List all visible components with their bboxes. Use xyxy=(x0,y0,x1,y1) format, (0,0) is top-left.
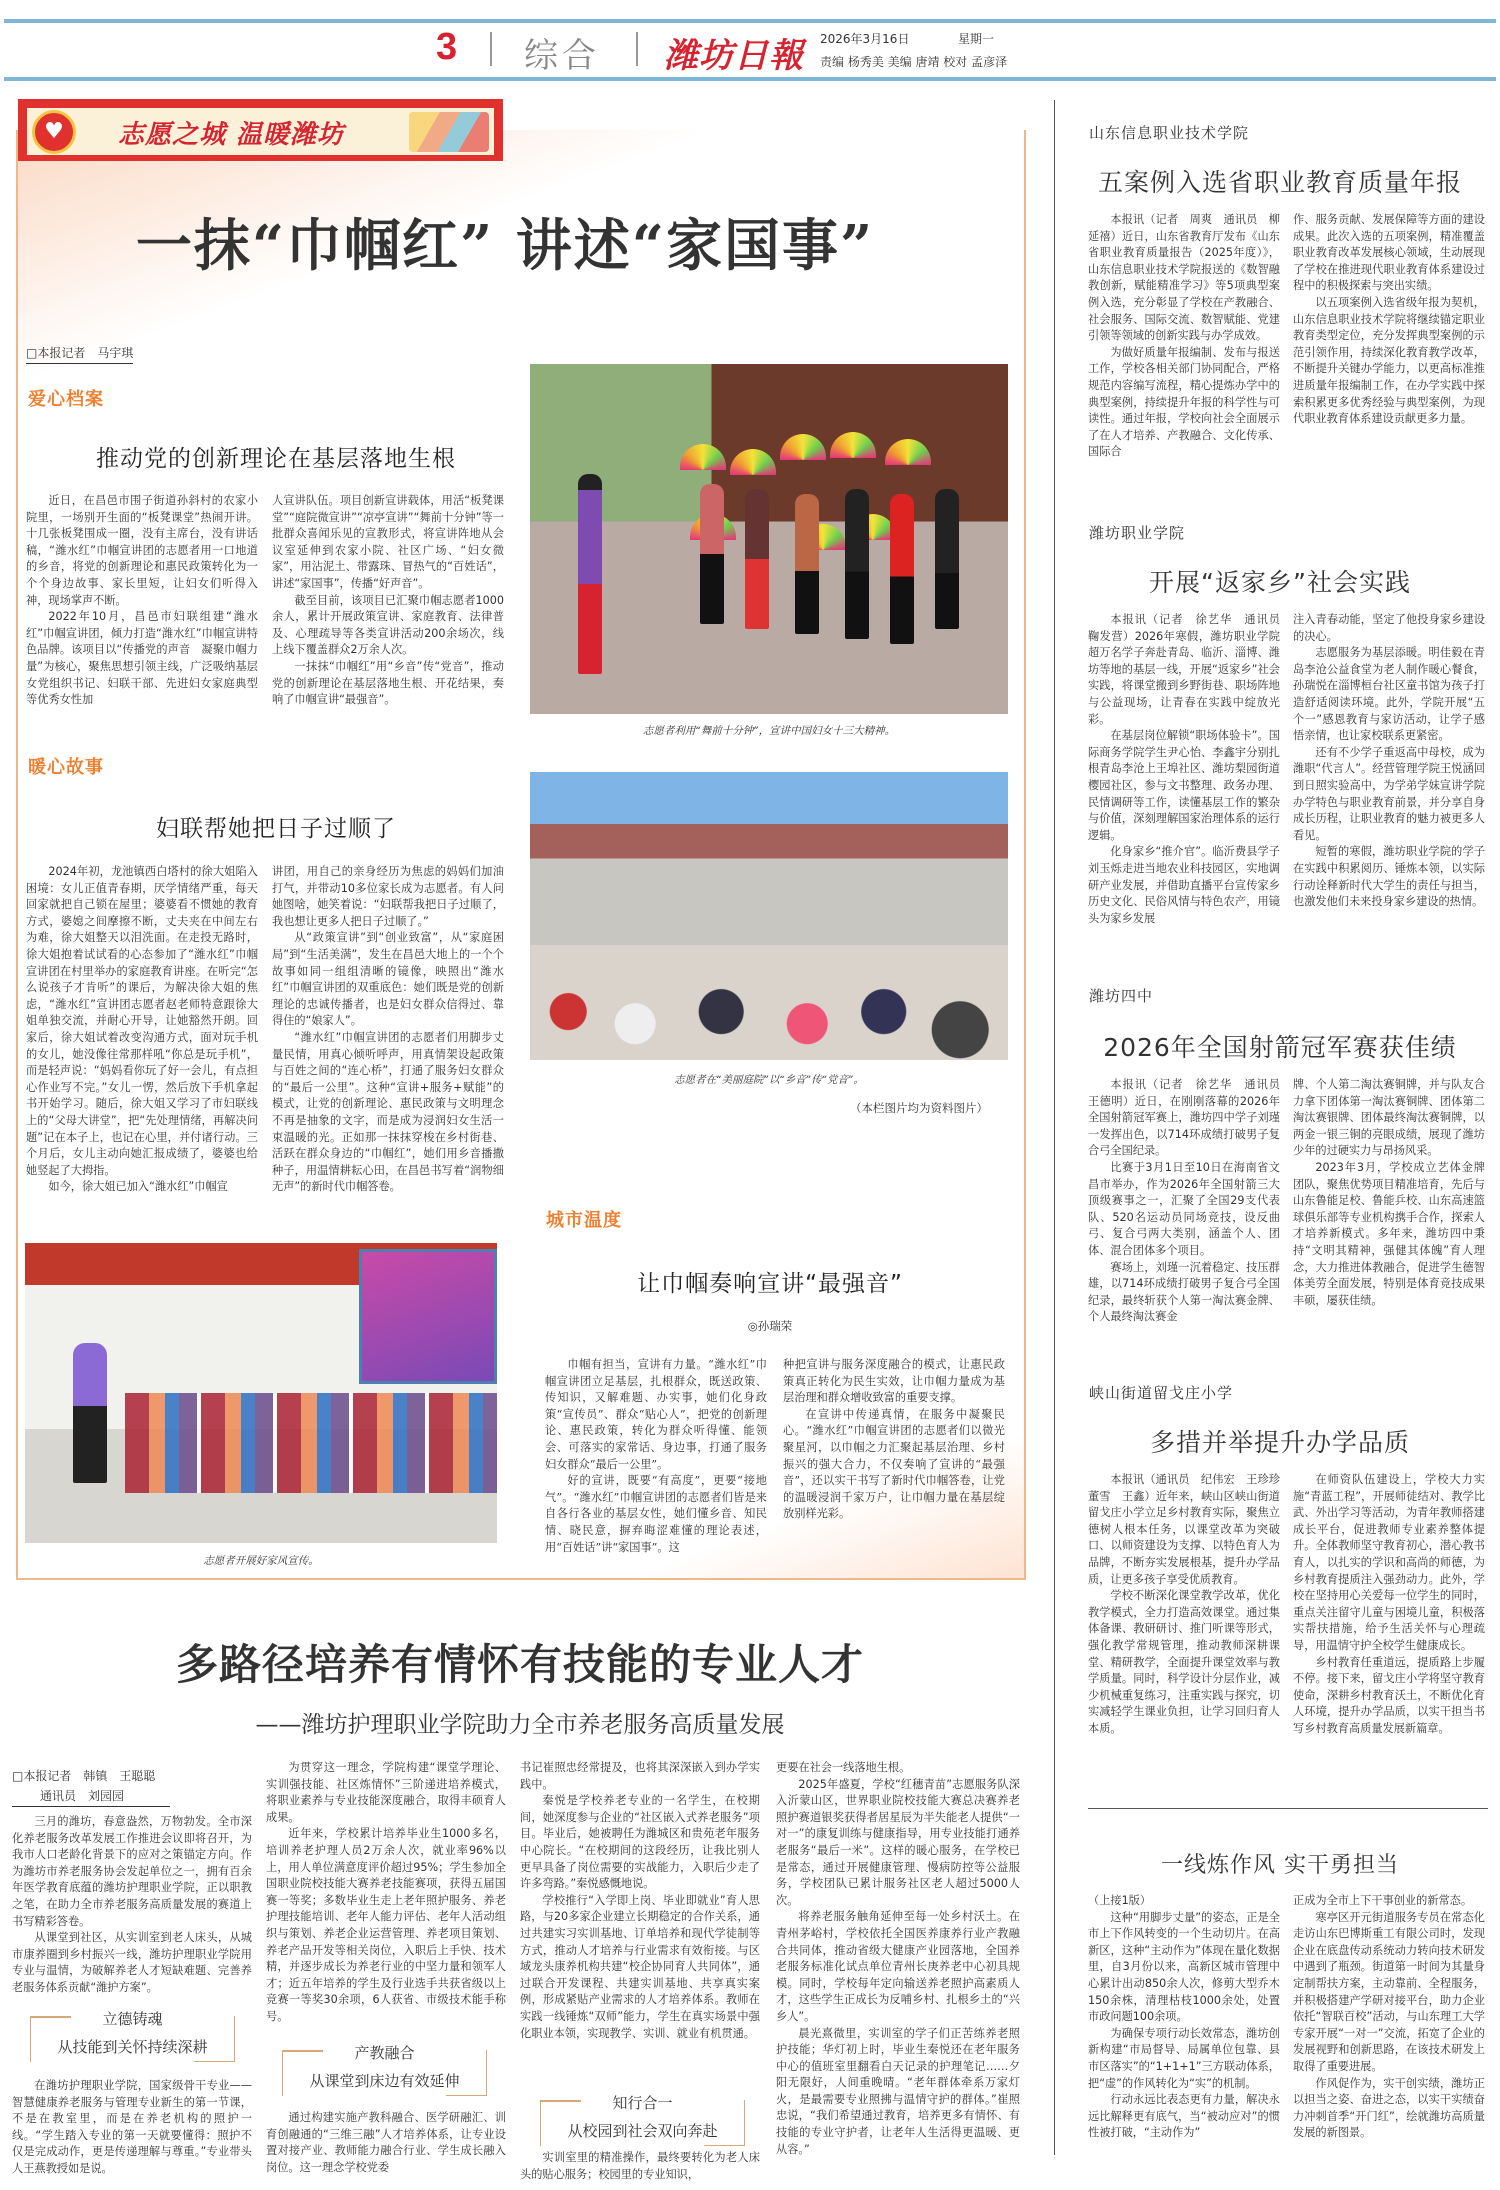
article-column xyxy=(1293,1893,1485,2142)
article-column xyxy=(1293,612,1485,911)
subhead-subtitle: 从技能到关怀持续深耕 xyxy=(57,2038,208,2056)
paragraph: 在师资队伍建设上，学校大力实施“青蓝工程”，开展师徒结对、教学比武、外出学习等活动，为青年教师搭建成长平台，促进教师专业素养整体提升。全体教师坚守教育初心，潜心教书育人，以扎实的学识和高尚的师德，为乡村教育提质注入强劲动力。此外，学校在坚持用心关爱每一位学生的同时，重点关注留守儿童与困境儿童，积极落实帮扶措施，给予生活关怀与心理疏导，用温情守护全校学生健康成长。 xyxy=(1293,1473,1485,1652)
masthead-top-rule xyxy=(4,19,1496,23)
paragraph: 人宣讲队伍。项目创新宣讲载体，用活“板凳课堂”“庭院微宣讲”“凉亭宣讲”“舞前十分钟”等一批群众喜闻乐见的宣教形式，将宣讲阵地从会议室延伸到农家小院、社区广场、“妇女微家”，用沾泥土、带露珠、冒热气的“百姓话”，讲述“家国事”，传播“好声音”。 xyxy=(272,494,504,590)
paragraph: 牌、个人第二淘汰赛铜牌，并与队友合力拿下团体第一淘汰赛铜牌、团体第二淘汰赛银牌、团体最终淘汰赛铜牌，以两金一银三铜的亮眼成绩，展现了潍坊少年的过硬实力与昂扬风采。 xyxy=(1293,1078,1485,1158)
photo-caption: 志愿者在“美丽庭院”以“乡音”传“党音”。 xyxy=(674,1074,864,1086)
article-column xyxy=(266,2110,506,2176)
feature-title: 一抹“巾帼红” 讲述“家国事” xyxy=(135,213,875,279)
rainbow-decoration-icon xyxy=(409,112,489,152)
right-headline: 开展“返家乡”社会实践 xyxy=(1149,568,1411,597)
heart-icon: ♥ xyxy=(32,110,76,154)
paragraph: 赛场上，刘瑾一沉着稳定、技压群雄，以714环成绩打破男子复合弓全国纪录，最终斩获个人第一淘汰赛金牌、个人最终淘汰赛金 xyxy=(1088,1260,1280,1324)
school-name: 潍坊职业学院 xyxy=(1089,524,1186,542)
paragraph: 本报讯（通讯员 纪伟宏 王珍珍 董雪 王鑫）近年来，峡山区峡山街道留戈庄小学立足乡村教育实际，聚焦立德树人根本任务，以课堂改革为突破口、以师资建设为支撑、以特色育人为品牌，不断夯实发展根基，提升办学品质，让更多孩子享受优质教育。 xyxy=(1088,1473,1292,1586)
section-subhead-box xyxy=(30,2010,235,2062)
kicker-city-warmth: 城市温度 xyxy=(546,1210,622,1231)
paragraph: 好的宣讲，既要“有高度”，更要“接地气”。“潍水红”巾帼宣讲团的志愿者们皆是来自各行各业的基层女性，她们懂乡音、知民情、晓民意，摒弃晦涩难懂的理论表述，用“百姓话”讲“家国事”。这 xyxy=(545,1474,767,1554)
masthead-bottom-rule xyxy=(4,77,1496,81)
paragraph: 这种“用脚步丈量”的姿态，正是全市上下作风转变的一个生动切片。在高新区，这种“主动作为”体现在量化数据里，自3月份以来，高新区城市管理中心累计出动850余人次，修剪大型乔木150余株，清理枯枝1000余处，处置市政问题100余项。 xyxy=(1088,1910,1280,2024)
paragraph: 本报讯（记者 周爽 通讯员 柳延禧）近日，山东省教育厅发布《山东省职业教育质量报告（2025年度）》，山东信息职业技术学院报送的《数智融教创新，赋能精准学习》等5项典型案例入选，充分彰显了学校在产教融合、社会服务、国际交流、数智赋能、党建引领等领域的创新实践与办学成效。 xyxy=(1088,213,1280,343)
paragraph: 将养老服务触角延伸至每一处乡村沃土。在青州茅峪村，学校依托全国医养康养行业产教融合共同体，推动省级大健康产业园落地，全国养老服务标准化试点单位青州长庚养老中心初具规模。同时，学校每年定向输送养老照护高素质人才，这些学生正成长为反哺乡村、扎根乡土的“兴乡人”。 xyxy=(776,1910,1020,2023)
school-name: 峡山街道留戈庄小学 xyxy=(1089,1384,1234,1402)
right-headline: 多措并举提升办学品质 xyxy=(1149,1428,1410,1457)
paragraph: 讲团，用自己的亲身经历为焦虑的妈妈们加油打气，并带动10多位家长成为志愿者。有人问她图啥，她笑着说：“妇联帮我把日子过顺了，我也想让更多人把日子过顺了。” xyxy=(272,865,504,928)
section-subhead-box xyxy=(282,2044,487,2096)
photo-fan-dance xyxy=(530,364,1008,714)
photo-credit-note: （本栏图片均为资料图片） xyxy=(850,1101,988,1115)
paragraph: 晨光熹微里，实训室的学子们正苦练养老照护技能；华灯初上时，毕业生秦悦还在老年服务中心的值班室里翻看白天记录的护理笔记……夕阳无限好，人间重晚晴。“老年群体牵系万家灯火，是最需要专业照拂与温情守护的群体。”崔照忠说，“我们希望通过教育，培养更多有情怀、有技能的专业守护者，让老年人生活得更温暖、更从容。” xyxy=(776,2026,1020,2156)
led-screen xyxy=(359,1249,497,1384)
article-column xyxy=(1293,1472,1485,1738)
issue-date: 2026年3月16日 xyxy=(820,32,910,46)
section-name: 综合 xyxy=(524,36,600,76)
column-banner xyxy=(18,99,503,161)
bottom-article-subtitle: ——潍坊护理职业学院助力全市养老服务高质量发展 xyxy=(255,1712,785,1738)
paragraph: 从“政策宣讲”到“创业致富”，从“家庭困局”到“生活美满”，发生在昌邑大地上的一个个故事如同一组组清晰的镜像，映照出“潍水红”巾帼宣讲团的双重底色：她们既是党的创新理论的忠诚传播者，也是妇女群众信得过、靠得住的“娘家人”。 xyxy=(272,931,504,1028)
paragraph: 在潍坊护理职业学院，国家级骨干专业——智慧健康养老服务与管理专业新生的第一节课，不是在教室里，而是在养老机构的照护一线。“学生踏入专业的第一天就要懂得：照护不仅是完成动作，更是传递理解与尊重。”专业带头人王燕教授如是说。 xyxy=(12,2079,252,2175)
school-name: 潍坊四中 xyxy=(1089,987,1154,1005)
right-headline: 五案例入选省职业教育质量年报 xyxy=(1097,168,1462,197)
article-column xyxy=(545,1357,767,1556)
photo-caption: 志愿者利用“舞前十分钟”，宣讲中国妇女十三大精神。 xyxy=(642,725,896,737)
subhead-title: 产教融合 xyxy=(354,2044,415,2062)
paragraph: 三月的潍坊，春意盎然，万物勃发。全市深化养老服务改革发展工作推进会议即将召开，为我市人口老龄化背景下的应对之策锚定方向。作为潍坊市养老服务协会发起单位之一，拥有百余年医学教育底蕴的潍坊护理职业学院，正以职教之笔，在助力全市养老服务高质量发展的赛道上书写精彩答卷。 xyxy=(12,1815,252,1928)
article-column xyxy=(12,2078,252,2178)
paragraph: 为确保专项行动长效常态，潍坊创新构建“市局督导、局属单位包靠、县市区落实”的“1+1+1”三方联动体系，把“虚”的作风转化为“实”的机制。 xyxy=(1088,2026,1280,2090)
paragraph: 学校不断深化课堂教学改革，优化教学模式，全力打造高效课堂。通过集体备课、教研研讨、推门听课等形式，强化教学常规管理，推动教师深耕课堂、精研教学，全面提升课堂效率与教学质量。同时，科学设计分层作业，减少机械重复练习，注重实践与探究，切实减轻学生课业负担，让学习回归育人本质。 xyxy=(1088,1589,1280,1735)
article-separator xyxy=(1088,1808,1488,1809)
photo-family-tradition xyxy=(25,1243,497,1543)
subhead-subtitle: 从课堂到床边有效延伸 xyxy=(309,2072,460,2090)
paragraph: 书记崔照忠经常提及，也将其深深嵌入到办学实践中。 xyxy=(520,1761,760,1791)
paragraph: 学校推行“入学即上岗、毕业即就业”育人思路，与20多家企业建立长期稳定的合作关系，通过共建实习实训基地、订单培养和现代学徒制等方式，推动人才培养与行业需求有效衔接。与区域龙头康养机构共建“校企协同育人共同体”，通过联合开发课程、共建实训基地、共享真实案例，形成紧贴产业需求的人才培养体系。教师在实践一线锤炼“双师”能力，学生在真实场景中强化职业本领，实现教学、实训、就业有机贯通。 xyxy=(520,1893,760,2040)
paragraph: 作风促作为，实干创实绩，潍坊正以担当之姿、奋进之态，以实干实绩奋力冲刺首季“开门红”，绘就潍坊高质量发展的新图景。 xyxy=(1293,2076,1485,2140)
author-byline: ◎孙瑞荣 xyxy=(747,1319,793,1333)
right-headline: 2026年全国射箭冠军赛获佳绩 xyxy=(1103,1033,1457,1062)
paragraph: 秦悦是学校养老专业的一名学生，在校期间，她深度参与企业的“社区嵌入式养老服务”项目。毕业后，她被聘任为潍城区和贵苑老年服务中心院长。“在校期间的这段经历，让我比别人更早具备了岗位需要的实战能力，入职后少走了许多弯路。”秦悦感慨地说。 xyxy=(520,1794,760,1891)
paragraph: 志愿服务为基层添暖。明佳毅在青岛李沧公益食堂为老人制作暖心餐食，孙瑞悦在淄博桓台社区童书馆为孩子打造舒适阅读环境。此外，学院开展“五个一”感恩教育与家访活动，让学子感悟亲情，也让家校联系更紧密。 xyxy=(1293,646,1485,743)
bottom-article-byline xyxy=(12,1766,170,1807)
paragraph: 从课堂到社区，从实训室到老人床头，从城市康养圈到乡村振兴一线，潍坊护理职业学院用专业与温情，为破解养老人才短缺难题、完善养老服务体系贡献“潍护方案”。 xyxy=(12,1931,252,1994)
article-column xyxy=(776,1760,1020,2158)
paragraph: 在基层岗位解锁“职场体验卡”。国际商务学院学生尹心怡、李鑫宇分别扎根青岛李沧上王埠社区、潍坊梨园街道樱园社区，参与文书整理、政务办理、民情调研等工作，读懂基层工作的繁杂与价值，深刻理解国家治理体系的运行逻辑。 xyxy=(1088,729,1280,842)
banner-title: 志愿之城 温暖潍坊 xyxy=(118,120,345,150)
article-column xyxy=(783,1357,1005,1523)
paragraph: 一抹抹“巾帼红”用“乡音”传“党音”，推动党的创新理论在基层落地生根、开花结果，奏响了巾帼宣讲“最强音”。 xyxy=(272,659,504,707)
paragraph: 为做好质量年报编制、发布与报送工作，学校各相关部门协同配合，严格规范内容编写流程，精心提炼办学中的典型案例，持续提升年报的科学性与可读性。通过年报，学校向社会全面展示了在人才培养、产教融合、文化传承、国际合 xyxy=(1088,345,1280,459)
byline-reporters: □本报记者 韩镇 王聪聪 xyxy=(12,1769,156,1783)
issue-weekday: 星期一 xyxy=(958,32,995,46)
paragraph: 近日，在昌邑市围子街道孙斜村的农家小院里，一场别开生面的“板凳课堂”热闹开讲。十几张板凳围成一圈，没有主席台，没有讲话稿，“潍水红”巾帼宣讲团的志愿者用一口地道的乡音，将党的创新理论和惠民政策转化为一个个身边故事、家长里短，让妇女们听得入神，现场掌声不断。 xyxy=(26,494,258,607)
paragraph: 乡村教育任重道远，提质路上步履不停。接下来，留戈庄小学将坚守教育使命，深耕乡村教育沃土，不断优化育人环境，提升办学品质，以实干担当书写乡村教育高质量发展新篇章。 xyxy=(1293,1655,1485,1735)
school-name: 山东信息职业技术学院 xyxy=(1089,124,1250,142)
paragraph: 比赛于3月1日至10日在海南省文昌市举办，作为2026年全国射箭三大顶级赛事之一，汇聚了全国29支代表队、520名运动员同场竞技，设反曲弓、复合弓两大类别，涵盖个人、团体、混合团体多个项目。 xyxy=(1088,1160,1280,1257)
paragraph: 2025年盛夏，学校“红穗青苗”志愿服务队深入沂蒙山区，世界职业院校技能大赛总决赛养老照护赛道银奖获得者居星辰为半失能老人提供“一对一”的康复训练与健康指导，用专业技能打通养老服务“最后一米”。这样的暖心服务，在学校已是常态，通过开展健康管理、慢病防控等公益服务，学校团队已累计服务社区老人超过5000人次。 xyxy=(776,1777,1020,1907)
article-column xyxy=(266,1760,506,2026)
masthead-divider xyxy=(490,32,492,66)
subhead-title: 立德铸魂 xyxy=(102,2010,163,2028)
article-column xyxy=(1293,212,1485,428)
paragraph: 化身家乡“推介官”。临沂费县学子刘玉烁走进当地农业科技园区，实地调研产业发展，并借助直播平台宣传家乡历史文化、民俗风情与特色农产，用镜头为家乡发展 xyxy=(1088,845,1280,925)
subheadline: 妇联帮她把日子过顺了 xyxy=(156,816,396,842)
column-divider xyxy=(1054,100,1055,2155)
article-column xyxy=(1293,1077,1485,1309)
article-column xyxy=(1088,612,1292,927)
feature-byline: □本报记者 马宇琪 xyxy=(26,344,133,364)
paragraph: 在宣讲中传递真情，在服务中凝聚民心。“潍水红”巾帼宣讲团的志愿者们以微光聚星河，以巾帼之力汇聚起基层治理、乡村振兴的强大合力，不仅奏响了宣讲的“最强音”，还以实干书写了新时代巾帼答卷，让党的温暖浸润千家万户，让巾帼力量在基层绽放别样光彩。 xyxy=(783,1407,1005,1521)
paragraph: 近年来，学校累计培养毕业生1000多名，培训养老护理人员2万余人次，就业率96%以上，用人单位满意度评价超过95%；学生参加全国职业院校技能大赛养老技能赛项，获得五届国赛一等奖；多数毕业生走上老年照护服务、养老护理技能培训、老年人能力评估、老年人活动组织与策划、养老企业运营管理、养老项目策划、养老产品开发等相关岗位，入职后上手快、技术精，并逐步成长为养老行业的中坚力量和领军人才；近五年培养的学生及行业选手共获省级以上竞赛一等奖30余项，6人获省、市级技术能手称号。 xyxy=(266,1827,506,2023)
paragraph: 实训室里的精准操作，最终要转化为老人床头的贴心服务；校园里的专业知识， xyxy=(520,2151,760,2181)
photo-courtyard-lecture xyxy=(530,772,1008,1060)
paragraph: 巾帼有担当，宣讲有力量。“潍水红”巾帼宣讲团立足基层，扎根群众，既送政策、传知识，又解难题、办实事，她们化身政策“宣传员”、群众“贴心人”，把党的创新理论、惠民政策，转化为群众听得懂、能领会、可落实的家常话、身边事，打通了服务妇女群众“最后一公里”。 xyxy=(545,1358,767,1471)
article-column xyxy=(1088,212,1280,461)
paragraph: 2022年10月，昌邑市妇联组建“潍水红”巾帼宣讲团，倾力打造“潍水红”巾帼宣讲特色品牌。该项目以“传播党的声音 凝聚巾帼力量”为核心，聚焦思想引领主线，广泛吸纳基层女党组织书记、妇联干部、先进妇女家庭典型等优秀女性加 xyxy=(26,610,258,707)
article-column xyxy=(1088,1077,1292,1326)
paragraph: 2023年3月，学校成立艺体金牌团队，聚焦优势项目精准培育，先后与山东鲁能足校、鲁能乒校、山东高速篮球俱乐部等专业机构携手合作，探索人才培养新模式。多年来，潍坊四中秉持“文明其精神，强健其体魄”育人理念，大力推进体教融合，促进学生德智体美劳全面发展，特别是体育竞技成果丰硕，屡获佳绩。 xyxy=(1293,1160,1485,1307)
paragraph: 为贯穿这一理念，学院构建“课堂学理论、实训强技能、社区炼情怀”三阶递进培养模式，将职业素养与专业技能深度融合，取得丰硕育人成果。 xyxy=(266,1761,506,1824)
byline-correspondent: 通讯员 刘园园 xyxy=(40,1789,125,1803)
paragraph: 通过构建实施产教科融合、医学研融汇、训育创融通的“三维三融”人才培养体系，让专业设置对接产业、教师能力融合行业、学生成长融入岗位。这一理念学校党委 xyxy=(266,2111,506,2174)
paragraph: 本报讯（记者 徐艺华 通讯员 王德明）近日，在刚刚落幕的2026年全国射箭冠军赛上，潍坊四中学子刘瑾一发挥出色，以714环成绩打破男子复合弓全国纪录。 xyxy=(1088,1078,1292,1158)
paragraph: 注入青春动能，坚定了他投身家乡建设的决心。 xyxy=(1293,613,1485,643)
photo-caption: 志愿者开展好家风宣传。 xyxy=(203,1555,319,1567)
subhead-title: 知行合一 xyxy=(612,2094,673,2112)
newspaper-logo: 潍坊日報 xyxy=(664,36,804,76)
paragraph: 更要在社会一线落地生根。 xyxy=(776,1761,911,1774)
article-column xyxy=(520,1760,760,2042)
kicker-warm-story: 暖心故事 xyxy=(28,757,104,778)
paragraph: 行动永远比表态更有力量，解决永远比解释更有底气，当“被动应对”的惯性被打破，“主动作为” xyxy=(1088,2093,1280,2140)
paragraph: 还有不少学子重返高中母校，成为潍职“代言人”。经营管理学院王悦涵回到日照实验高中，为学弟学妹宣讲学院办学特色与职业教育前景，并分享自身成长历程，让职业教育的魅力被更多人看见。 xyxy=(1293,745,1485,842)
kicker-love-archive: 爱心档案 xyxy=(28,389,104,410)
masthead-divider xyxy=(636,32,638,66)
article-column xyxy=(1088,1472,1292,1738)
paragraph: 如今，徐大姐已加入“潍水红”巾帼宣 xyxy=(48,1180,228,1194)
paragraph: 本报讯（记者 徐艺华 通讯员 鞠发营）2026年寒假，潍坊职业学院超万名学子奔赴青岛、临沂、淄博、潍坊等地的基层一线，开展“返家乡”社会实践，将课堂搬到乡野街巷、职场阵地与公益现场，让青春在实践中绽放光彩。 xyxy=(1088,613,1292,726)
subhead-subtitle: 从校园到社会双向奔赴 xyxy=(567,2122,718,2140)
article-column xyxy=(26,864,258,1196)
paragraph: （上接1版） xyxy=(1088,1894,1152,1907)
paragraph: “潍水红”巾帼宣讲团的志愿者们用脚步丈量民情，用真心倾听呼声，用真情架设起政策与百姓之间的“连心桥”，打通了服务妇女群众的“最后一公里”。这种“宣讲+服务+赋能”的模式，让党的创新理论、惠民政策与文明理念不再是抽象的文字，而是成为浸润妇女生活一束温暖的光。正如那一抹抹穿梭在乡村街巷、活跃在群众身边的“巾帼红”，她们用乡音播撒种子，用温情耕耘心田，在昌邑书写着“润物细无声”的新时代巾帼答卷。 xyxy=(272,1030,504,1194)
article-column xyxy=(26,493,258,709)
editor-credits: 责编 杨秀美 美编 唐靖 校对 孟彦泽 xyxy=(820,55,1008,69)
paragraph: 截至目前，该项目已汇聚巾帼志愿者1000余人，累计开展政策宣讲、家庭教育、法律普及、心理疏导等各类宣讲活动200余场次，线上线下覆盖群众2万余人次。 xyxy=(272,593,504,657)
article-column xyxy=(12,1814,252,1997)
right-headline: 一线炼作风 实干勇担当 xyxy=(1161,1853,1399,1878)
paragraph: 以五项案例入选省级年报为契机，山东信息职业技术学院将继续锚定职业教育类型定位，充分发挥典型案例的示范引领作用，持续深化教育教学改革，不断提升关键办学能力，以更高标准推进质量年报编制工作，在办学实践中探索积累更多优秀经验与典型案例，为现代职业教育体系建设贡献更多力量。 xyxy=(1293,295,1485,426)
paragraph: 作、服务贡献、发展保障等方面的建设成果。此次入选的五项案例，精准覆盖职业教育改革发展核心领域，生动展现了学校在推进现代职业教育体系建设过程中的积极探索与突出实绩。 xyxy=(1293,213,1485,293)
masthead xyxy=(0,26,1500,74)
subheadline: 推动党的创新理论在基层落地生根 xyxy=(96,446,456,472)
paragraph: 寒亭区开元街道服务专员在常态化走访山东巴博斯重工有限公司时，发现企业在底盘传动系统动力转向技术研发中遇到了瓶颈。街道第一时间为其量身定制帮扶方案，主动靠前、全程服务，并积极搭建产学研对接平台，助力企业依托“智联百校”活动，与山东理工大学专家开展“一对一”交流，拓宽了企业的发展视野和创新思路，在该技术研发上取得了重要进展。 xyxy=(1293,1910,1485,2073)
page-number: 3 xyxy=(436,26,458,68)
article-column xyxy=(520,2150,760,2183)
paragraph: 正成为全市上下干事创业的新常态。 xyxy=(1293,1894,1473,1907)
article-column xyxy=(272,864,504,1196)
article-column xyxy=(272,493,504,709)
section-subhead-box xyxy=(540,2094,745,2146)
paragraph: 2024年初，龙池镇西白塔村的徐大姐陷入困境：女儿正值青春期，厌学情绪严重，每天回家就把自己锁在屋里；婆婆看不惯她的教育方式，婆媳之间摩擦不断，丈夫夹在中间左右为难，徐大姐整天以泪洗面。在走投无路时，徐大姐抱着试试看的心态参加了“潍水红”巾帼宣讲团在村里举办的家庭教育讲座。在听完“怎么说孩子才肯听”的课后，为解决徐大姐的焦虑，“潍水红”宣讲团志愿者赵老师特意跟徐大姐单独交流，并耐心开导，让她豁然开朗。回家后，徐大姐试着改变沟通方式，面对玩手机的女儿，她没像往常那样吼“你总是玩手机”，而是轻声说：“妈妈看你玩了好一会儿，有点担心作业写不完。”女儿一愣，然后放下手机拿起书开始学习。随后，徐大姐又学习了市妇联线上的“父母大讲堂”，把“先处理情绪，再解决问题”记在本子上，也记在心里，并付诸行动。三个月后，女儿主动向她汇报成绩了，婆婆也给她竖起了大拇指。 xyxy=(26,865,258,1177)
paragraph: 种把宣讲与服务深度融合的模式，让惠民政策真正转化为民生实效，让巾帼力量成为基层治理和群众增收致富的重要支撑。 xyxy=(783,1358,1005,1405)
article-column xyxy=(1088,1893,1280,2142)
bottom-article-title: 多路径培养有情怀有技能的专业人才 xyxy=(175,1640,864,1689)
paragraph: 短暂的寒假，潍坊职业学院的学子在实践中积累阅历、锤炼本领，以实际行动诠释新时代大学生的责任与担当，也激发他们未来投身家乡建设的热情。 xyxy=(1293,845,1485,909)
subheadline: 让巾帼奏响宣讲“最强音” xyxy=(637,1271,903,1297)
